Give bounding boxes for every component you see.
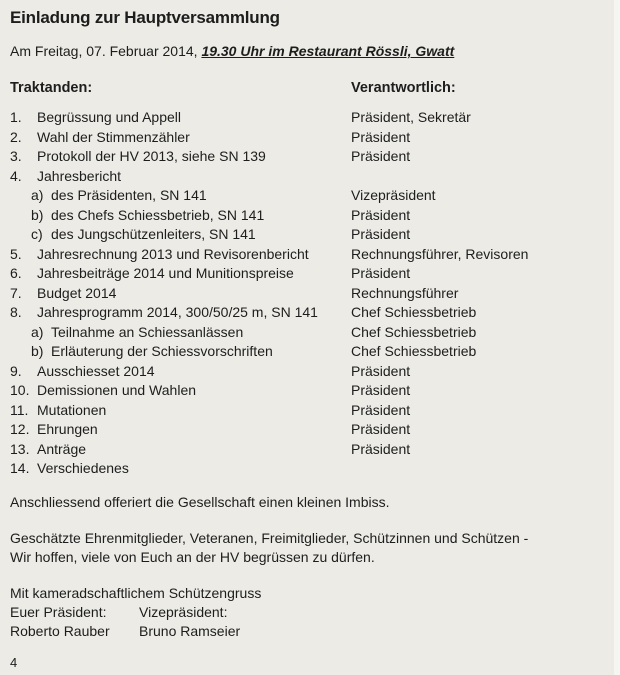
agenda-item-number: a)	[31, 187, 44, 203]
invitation-date: Am Freitag, 07. Februar 2014,	[10, 43, 202, 59]
agenda-item	[0, 245, 620, 265]
agenda-item-text: Jahresbeiträge 2014 und Munitionspreise	[37, 265, 294, 281]
agenda-item-number: b)	[31, 343, 44, 359]
agenda-item-responsible: Präsident	[351, 128, 411, 145]
agenda-item-number: 7.	[10, 284, 22, 301]
agenda-item-text: Budget 2014	[37, 284, 117, 301]
message-line: Wir hoffen, viele von Euch an der HV begrüssen zu dürfen.	[10, 549, 375, 565]
agenda-item	[0, 128, 620, 148]
agenda-item-number: 3.	[10, 148, 22, 164]
agenda-item-responsible: Präsident	[351, 401, 411, 418]
greeting: Mit kameradschaftlichem Schützengruss	[10, 585, 262, 601]
agenda-item	[0, 206, 620, 226]
agenda-item-number: 6.	[10, 265, 22, 281]
agenda-item	[0, 420, 620, 440]
agenda-list	[0, 108, 620, 479]
responsible-header: Verantwortlich:	[351, 80, 456, 96]
agenda-item	[0, 440, 620, 460]
agenda-item	[0, 342, 620, 362]
agenda-item-responsible: Rechnungsführer, Revisoren	[351, 245, 529, 262]
closing-note: Anschliessend offeriert die Gesellschaft einen kleinen Imbiss.	[10, 494, 390, 510]
agenda-item-responsible: Präsident	[351, 382, 411, 398]
agenda-item	[0, 167, 620, 187]
agenda-item	[0, 381, 620, 401]
agenda-item-number: 14.	[10, 460, 30, 476]
agenda-item-text: Protokoll der HV 2013, siehe SN 139	[37, 148, 266, 164]
agenda-item-text: Mutationen	[37, 401, 107, 418]
agenda-item-number: a)	[31, 323, 44, 340]
agenda-item	[0, 108, 620, 128]
invitation-line	[10, 43, 454, 59]
agenda-item-text: Ehrungen	[37, 421, 98, 437]
agenda-item-text: Jahresrechnung 2013 und Revisorenbericht	[37, 245, 309, 262]
agenda-item-number: c)	[31, 226, 43, 242]
agenda-item-number: 12.	[10, 421, 30, 437]
message-line: Geschätzte Ehrenmitglieder, Veteranen, Freimitglieder, Schützinnen und Schützen -	[10, 530, 529, 546]
agenda-item-responsible: Präsident	[351, 226, 411, 242]
agenda-item	[0, 303, 620, 323]
agenda-item-number: 4.	[10, 167, 22, 184]
agenda-item-text: Anträge	[37, 440, 87, 457]
agenda-item-text: des Präsidenten, SN 141	[51, 187, 207, 203]
agenda-item-number: 11.	[10, 401, 29, 418]
agenda-item	[0, 147, 620, 167]
agenda-item-number: 10.	[10, 382, 30, 398]
agenda-item	[0, 362, 620, 382]
agenda-item-number: 8.	[10, 304, 22, 320]
agenda-item	[0, 459, 620, 479]
agenda-item	[0, 225, 620, 245]
agenda-item-text: Teilnahme an Schiessanlässen	[51, 323, 244, 340]
agenda-item-text: Jahresprogramm 2014, 300/50/25 m, SN 141	[37, 304, 318, 320]
agenda-item-number: 1.	[10, 109, 22, 125]
agenda-item-responsible: Präsident, Sekretär	[351, 109, 471, 125]
page-edge	[614, 0, 620, 675]
agenda-item-responsible: Präsident	[351, 421, 411, 437]
agenda-item-text: Demissionen und Wahlen	[37, 382, 197, 398]
agenda-item-text: Verschiedenes	[37, 460, 129, 476]
agenda-item	[0, 186, 620, 206]
agenda-item-text: Jahresbericht	[37, 167, 122, 184]
agenda-item-text: des Jungschützenleiters, SN 141	[51, 226, 256, 242]
agenda-item-responsible: Präsident	[351, 265, 411, 281]
agenda-item-responsible: Chef Schiessbetrieb	[351, 323, 477, 340]
agenda-item-text: Erläuterung der Schiessvorschriften	[51, 343, 273, 359]
agenda-item-text: Ausschiesset 2014	[37, 362, 155, 379]
page-title: Einladung zur Hauptversammlung	[10, 8, 280, 27]
agenda-item-responsible: Rechnungsführer	[351, 284, 459, 301]
agenda-item-responsible: Präsident	[351, 206, 411, 223]
agenda-item-number: 2.	[10, 128, 22, 145]
president-name: Roberto Rauber	[10, 623, 110, 639]
agenda-item-responsible: Chef Schiessbetrieb	[351, 304, 477, 320]
agenda-item-responsible: Präsident	[351, 440, 411, 457]
agenda-item-responsible: Präsident	[351, 362, 411, 379]
vice-president-label: Vizepräsident:	[139, 604, 228, 620]
agenda-item-text: des Chefs Schiessbetrieb, SN 141	[51, 206, 265, 223]
agenda-item-text: Begrüssung und Appell	[37, 109, 181, 125]
agenda-item	[0, 323, 620, 343]
agenda-item-number: b)	[31, 206, 44, 223]
agenda-item-number: 9.	[10, 362, 22, 379]
agenda-item-responsible: Präsident	[351, 148, 411, 164]
agenda-item-text: Wahl der Stimmenzähler	[37, 128, 190, 145]
agenda-item-responsible: Chef Schiessbetrieb	[351, 343, 477, 359]
vice-president-name: Bruno Ramseier	[139, 623, 241, 639]
agenda-item	[0, 284, 620, 304]
agenda-item-number: 5.	[10, 245, 22, 262]
agenda-item-responsible: Vizepräsident	[351, 187, 436, 203]
agenda-item-number: 13.	[10, 440, 30, 457]
page-number: 4	[10, 655, 18, 670]
agenda-header: Traktanden:	[10, 80, 93, 96]
president-label: Euer Präsident:	[10, 604, 107, 620]
agenda-item	[0, 401, 620, 421]
agenda-item	[0, 264, 620, 284]
invitation-place: 19.30 Uhr im Restaurant Rössli, Gwatt	[201, 43, 455, 59]
